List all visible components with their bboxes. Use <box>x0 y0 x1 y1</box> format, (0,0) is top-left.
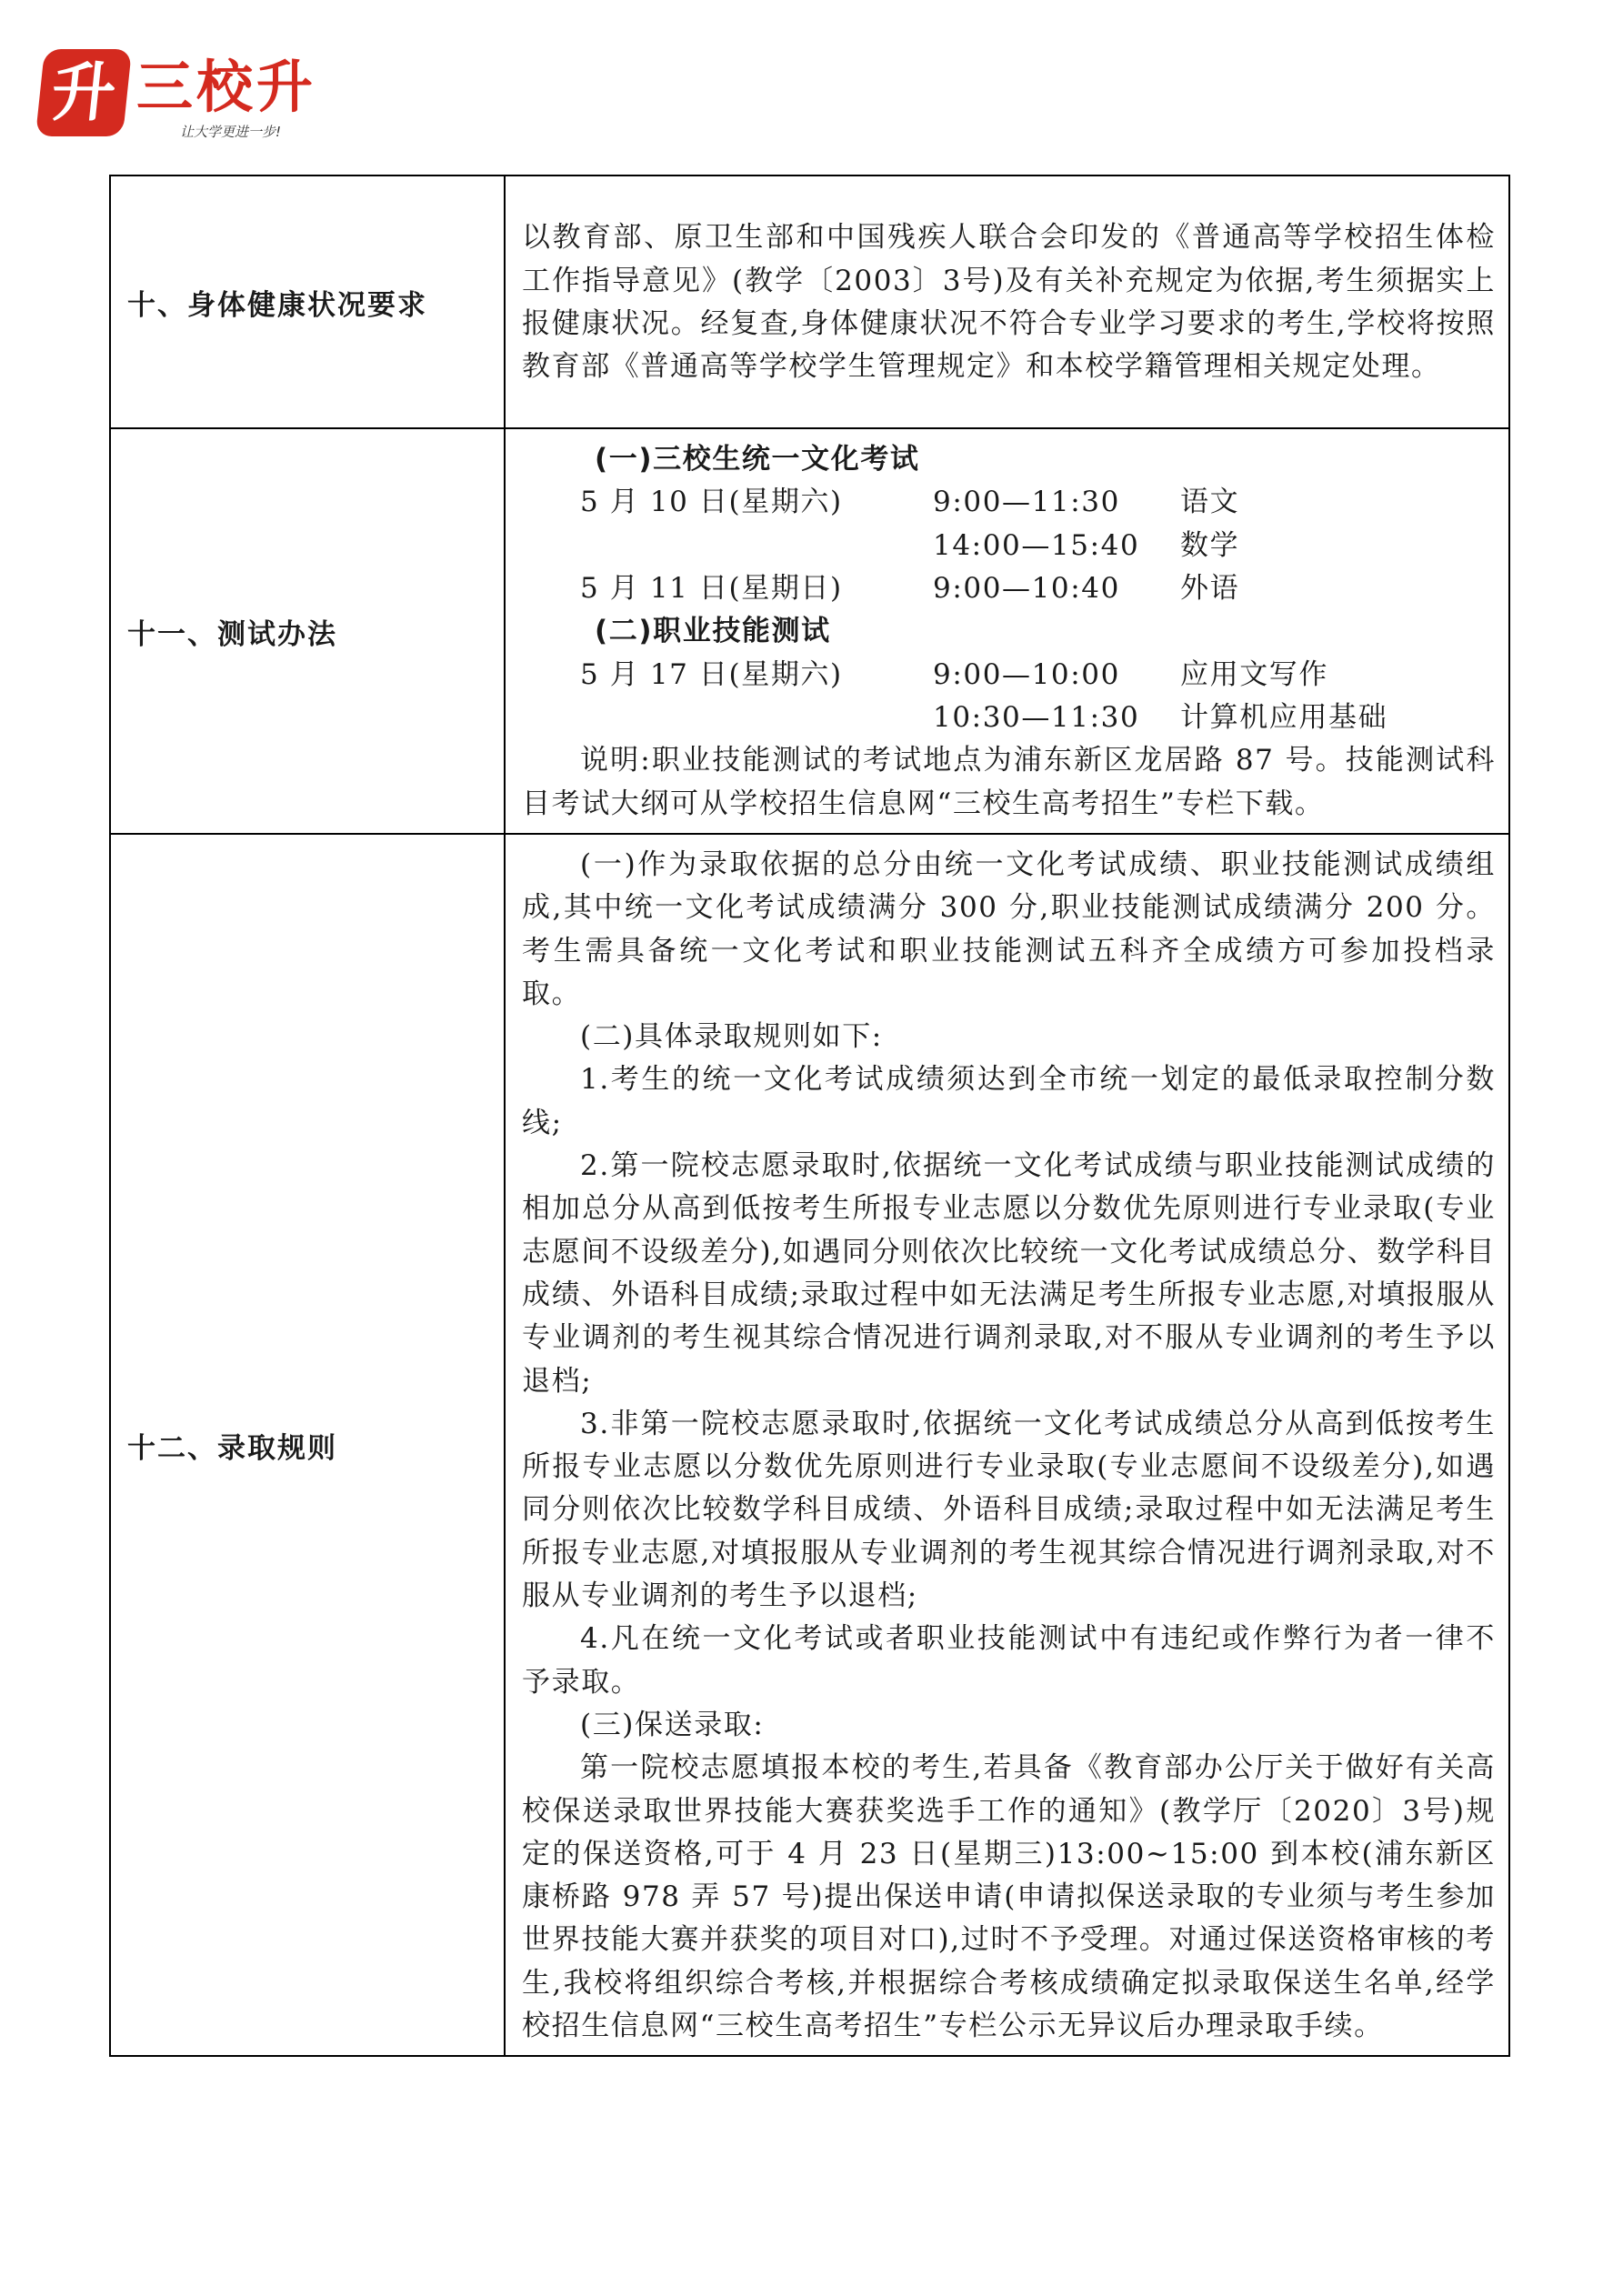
schedule-subject: 语文 <box>1180 486 1240 519</box>
logo-name: 三校升 <box>136 54 317 120</box>
schedule-subject: 计算机应用基础 <box>1180 700 1388 734</box>
brand-logo <box>35 44 344 162</box>
schedule-subject: 外语 <box>1180 572 1240 606</box>
schedule-date: 5 月 10 日(星期六) <box>580 486 843 519</box>
logo-mark: 升 <box>35 49 132 136</box>
schedule-time: 9:00—10:40 <box>933 572 1120 606</box>
schedule-time: 14:00—15:40 <box>933 528 1140 562</box>
schedule-date: 5 月 17 日(星期六) <box>580 657 843 691</box>
admission-paragraph: 2.第一院校志愿录取时,依据统一文化考试成绩与职业技能测试成绩的相加总分从高到低按考生所报专业志愿以分数优先原则进行专业录取(专业志愿间不设级差分),如遇同分则依次比较统一文化考试成绩总分、数学科目成绩、外语科目成绩;录取过程中如无法满足考生所报专业志愿,对填报服从专业调剂的考生视其综合情况进行调剂录取,对不服从专业调剂的考生予以退档; <box>522 1149 1496 1398</box>
admission-paragraph: (二)具体录取规则如下: <box>580 1020 883 1054</box>
admission-info-table <box>109 175 1510 2057</box>
admission-paragraph: 第一院校志愿填报本校的考生,若具备《教育部办公厅关于做好有关高校保送录取世界技能大赛获奖选手工作的通知》(教学厅〔2020〕3号)规定的保送资格,可于 4 月 23 日(星期三)13:00~15:00 到本校(浦东新区康桥路 978 弄 57 号)提出保送申请(申请拟保送录取的专业须与考生参加世界技能大赛并获奖的项目对口),过时不予受理。对通过保送资格审核的考生,我校将组织综合考核,并根据综合考核成绩确定拟录取保送生名单,经学校招生信息网“三校生高考招生”专栏公示无异议后办理录取手续。 <box>522 1751 1496 2043</box>
row-label-admission: 十二、录取规则 <box>110 834 505 2056</box>
logo-slogan: 让大学更进一步! <box>180 124 282 140</box>
table-row-admission <box>110 834 1509 2056</box>
admission-paragraph: 1.考生的统一文化考试成绩须达到全市统一划定的最低录取控制分数线; <box>522 1063 1496 1139</box>
exam-note: 说明:职业技能测试的考试地点为浦东新区龙居路 87 号。技能测试科目考试大纲可从学校招生信息网“三校生高考招生”专栏下载。 <box>522 744 1496 820</box>
row-content-exam <box>505 428 1509 834</box>
exam-subheading-skills: (二)职业技能测试 <box>595 615 831 648</box>
admission-paragraph: (一)作为录取依据的总分由统一文化考试成绩、职业技能测试成绩组成,其中统一文化考试成绩满分 300 分,职业技能测试成绩满分 200 分。考生需具备统一文化考试和职业技能测试五科齐全成绩方可参加投档录取。 <box>522 848 1496 1010</box>
admission-paragraph: 3.非第一院校志愿录取时,依据统一文化考试成绩总分从高到低按考生所报专业志愿以分数优先原则进行专业录取(专业志愿间不设级差分),如遇同分则依次比较数学科目成绩、外语科目成绩;录取过程中如无法满足考生所报专业志愿,对填报服从专业调剂的考生视其综合情况进行调剂录取,对不服从专业调剂的考生予以退档; <box>522 1407 1496 1613</box>
exam-subheading-culture: (一)三校生统一文化考试 <box>595 443 920 476</box>
table-row-exam <box>110 428 1509 834</box>
row-label-exam: 十一、测试办法 <box>110 428 505 834</box>
row-label-health: 十、身体健康状况要求 <box>110 175 505 428</box>
schedule-row <box>522 525 1496 567</box>
row-content-admission <box>505 834 1509 2056</box>
schedule-time: 10:30—11:30 <box>933 700 1140 734</box>
schedule-row <box>522 481 1496 524</box>
row-content-health <box>505 175 1509 428</box>
health-text: 以教育部、原卫生部和中国残疾人联合会印发的《普通高等学校招生体检工作指导意见》(教学〔2003〕3号)及有关补充规定为依据,考生须据实上报健康状况。经复查,身体健康状况不符合专业学习要求的考生,学校将按照教育部《普通高等学校学生管理规定》和本校学籍管理相关规定处理。 <box>522 221 1496 384</box>
schedule-date <box>580 525 933 567</box>
schedule-date: 5 月 11 日(星期日) <box>580 572 843 606</box>
schedule-time: 9:00—10:00 <box>933 657 1120 691</box>
schedule-time: 9:00—11:30 <box>933 486 1120 519</box>
schedule-subject: 应用文写作 <box>1180 657 1328 691</box>
schedule-row <box>522 567 1496 610</box>
admission-paragraph: (三)保送录取: <box>580 1708 765 1741</box>
schedule-row <box>522 697 1496 739</box>
schedule-subject: 数学 <box>1180 528 1240 562</box>
schedule-date <box>580 697 933 739</box>
admission-paragraph: 4.凡在统一文化考试或者职业技能测试中有违纪或作弊行为者一律不予录取。 <box>522 1622 1496 1699</box>
table-row-health <box>110 175 1509 428</box>
schedule-row <box>522 654 1496 697</box>
